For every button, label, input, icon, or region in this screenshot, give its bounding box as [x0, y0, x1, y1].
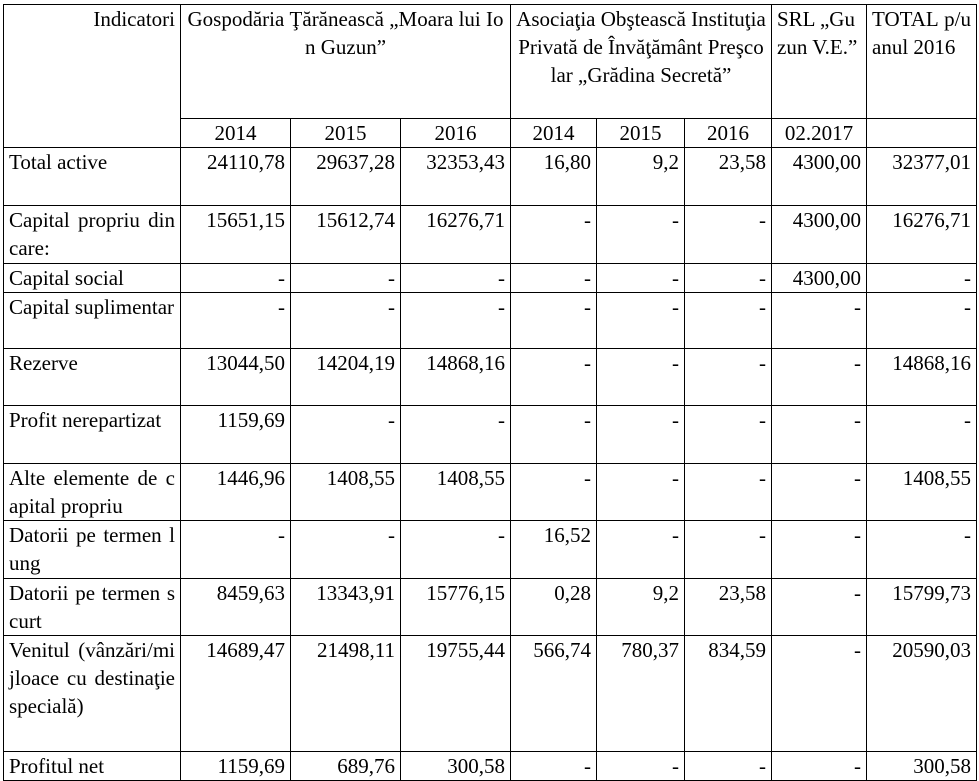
value-cell: 566,74: [511, 636, 597, 752]
row-label: Capital suplimentar: [4, 293, 181, 349]
value-cell: -: [772, 521, 867, 579]
value-cell: -: [685, 264, 772, 293]
row-label: Alte elemente de capital propriu: [4, 464, 181, 521]
year-cell: [867, 119, 977, 148]
value-cell: 23,58: [685, 148, 772, 206]
value-cell: 8459,63: [181, 579, 291, 636]
value-cell: -: [181, 264, 291, 293]
table-row: [4, 293, 977, 349]
value-cell: -: [511, 206, 597, 264]
value-cell: -: [867, 406, 977, 464]
value-cell: 19755,44: [401, 636, 511, 752]
value-cell: -: [685, 293, 772, 349]
value-cell: 21498,11: [291, 636, 401, 752]
value-cell: -: [401, 293, 511, 349]
value-cell: -: [181, 293, 291, 349]
value-cell: 16,80: [511, 148, 597, 206]
value-cell: 0,28: [511, 579, 597, 636]
row-label: Capital propriu din care:: [4, 206, 181, 264]
value-cell: -: [401, 406, 511, 464]
value-cell: 23,58: [685, 579, 772, 636]
value-cell: 1408,55: [291, 464, 401, 521]
value-cell: 4300,00: [772, 264, 867, 293]
year-cell: 2014: [181, 119, 291, 148]
value-cell: 16,52: [511, 521, 597, 579]
value-cell: -: [511, 406, 597, 464]
year-cell: 02.2017: [772, 119, 867, 148]
value-cell: -: [401, 264, 511, 293]
value-cell: 689,76: [291, 752, 401, 781]
value-cell: -: [597, 349, 685, 406]
value-cell: 300,58: [401, 752, 511, 781]
value-cell: -: [511, 752, 597, 781]
value-cell: -: [511, 464, 597, 521]
value-cell: -: [772, 349, 867, 406]
value-cell: -: [685, 752, 772, 781]
value-cell: -: [772, 464, 867, 521]
value-cell: -: [291, 293, 401, 349]
value-cell: 16276,71: [401, 206, 511, 264]
gospodaria-header: Gospodăria Ţărănească „Moara lui Ion Guzun”: [181, 5, 511, 119]
value-cell: -: [867, 264, 977, 293]
value-cell: -: [867, 521, 977, 579]
value-cell: 15776,15: [401, 579, 511, 636]
table-body: [4, 148, 977, 781]
value-cell: -: [685, 521, 772, 579]
asociatia-header: Asociaţia Obştească Instituţia Privată de Învăţământ Preşcolar „Grădina Secretă”: [511, 5, 772, 119]
value-cell: 1159,69: [181, 752, 291, 781]
value-cell: -: [685, 349, 772, 406]
value-cell: -: [685, 406, 772, 464]
row-label: Datorii pe termen lung: [4, 521, 181, 579]
table-row: [4, 349, 977, 406]
indicatori-header: Indicatori: [4, 5, 181, 148]
value-cell: -: [291, 406, 401, 464]
value-cell: 14689,47: [181, 636, 291, 752]
value-cell: 13343,91: [291, 579, 401, 636]
value-cell: 24110,78: [181, 148, 291, 206]
value-cell: 9,2: [597, 579, 685, 636]
value-cell: -: [597, 293, 685, 349]
srl-header: SRL „Guzun V.E.”: [772, 5, 867, 119]
value-cell: -: [291, 521, 401, 579]
value-cell: 29637,28: [291, 148, 401, 206]
value-cell: -: [291, 264, 401, 293]
header-row: [4, 5, 977, 119]
value-cell: 1159,69: [181, 406, 291, 464]
value-cell: 1408,55: [401, 464, 511, 521]
value-cell: -: [772, 752, 867, 781]
table-row: [4, 148, 977, 206]
row-label: Capital social: [4, 264, 181, 293]
value-cell: 1446,96: [181, 464, 291, 521]
row-label: Total active: [4, 148, 181, 206]
year-cell: 2015: [291, 119, 401, 148]
value-cell: -: [772, 636, 867, 752]
value-cell: 20590,03: [867, 636, 977, 752]
value-cell: 14204,19: [291, 349, 401, 406]
year-cell: 2016: [685, 119, 772, 148]
value-cell: -: [772, 406, 867, 464]
value-cell: 14868,16: [867, 349, 977, 406]
row-label: Rezerve: [4, 349, 181, 406]
table-row: [4, 579, 977, 636]
row-label: Profit nerepartizat: [4, 406, 181, 464]
table-row: [4, 406, 977, 464]
value-cell: 32377,01: [867, 148, 977, 206]
value-cell: 16276,71: [867, 206, 977, 264]
value-cell: 1408,55: [867, 464, 977, 521]
value-cell: 834,59: [685, 636, 772, 752]
table-row: [4, 636, 977, 752]
value-cell: 4300,00: [772, 206, 867, 264]
value-cell: -: [511, 264, 597, 293]
value-cell: 780,37: [597, 636, 685, 752]
value-cell: -: [511, 293, 597, 349]
value-cell: -: [181, 521, 291, 579]
value-cell: 15799,73: [867, 579, 977, 636]
value-cell: -: [867, 293, 977, 349]
row-label: Datorii pe termen scurt: [4, 579, 181, 636]
table-row: [4, 521, 977, 579]
value-cell: -: [597, 264, 685, 293]
value-cell: 9,2: [597, 148, 685, 206]
value-cell: -: [597, 521, 685, 579]
value-cell: 14868,16: [401, 349, 511, 406]
table-row: [4, 264, 977, 293]
table-row: [4, 464, 977, 521]
value-cell: -: [685, 206, 772, 264]
value-cell: -: [511, 349, 597, 406]
value-cell: -: [597, 752, 685, 781]
total-header: TOTAL p/u anul 2016: [867, 5, 977, 119]
value-cell: 300,58: [867, 752, 977, 781]
value-cell: 32353,43: [401, 148, 511, 206]
financial-indicators-table: [3, 4, 977, 781]
value-cell: -: [772, 579, 867, 636]
value-cell: -: [685, 464, 772, 521]
row-label: Venitul (vânzări/mijloace cu destinaţie specială): [4, 636, 181, 752]
table-row: [4, 206, 977, 264]
value-cell: -: [597, 464, 685, 521]
value-cell: -: [772, 293, 867, 349]
value-cell: 4300,00: [772, 148, 867, 206]
value-cell: -: [597, 206, 685, 264]
table-row: [4, 752, 977, 781]
year-cell: 2014: [511, 119, 597, 148]
value-cell: 15651,15: [181, 206, 291, 264]
row-label: Profitul net: [4, 752, 181, 781]
year-cell: 2015: [597, 119, 685, 148]
value-cell: -: [401, 521, 511, 579]
value-cell: -: [597, 406, 685, 464]
value-cell: 13044,50: [181, 349, 291, 406]
value-cell: 15612,74: [291, 206, 401, 264]
year-cell: 2016: [401, 119, 511, 148]
